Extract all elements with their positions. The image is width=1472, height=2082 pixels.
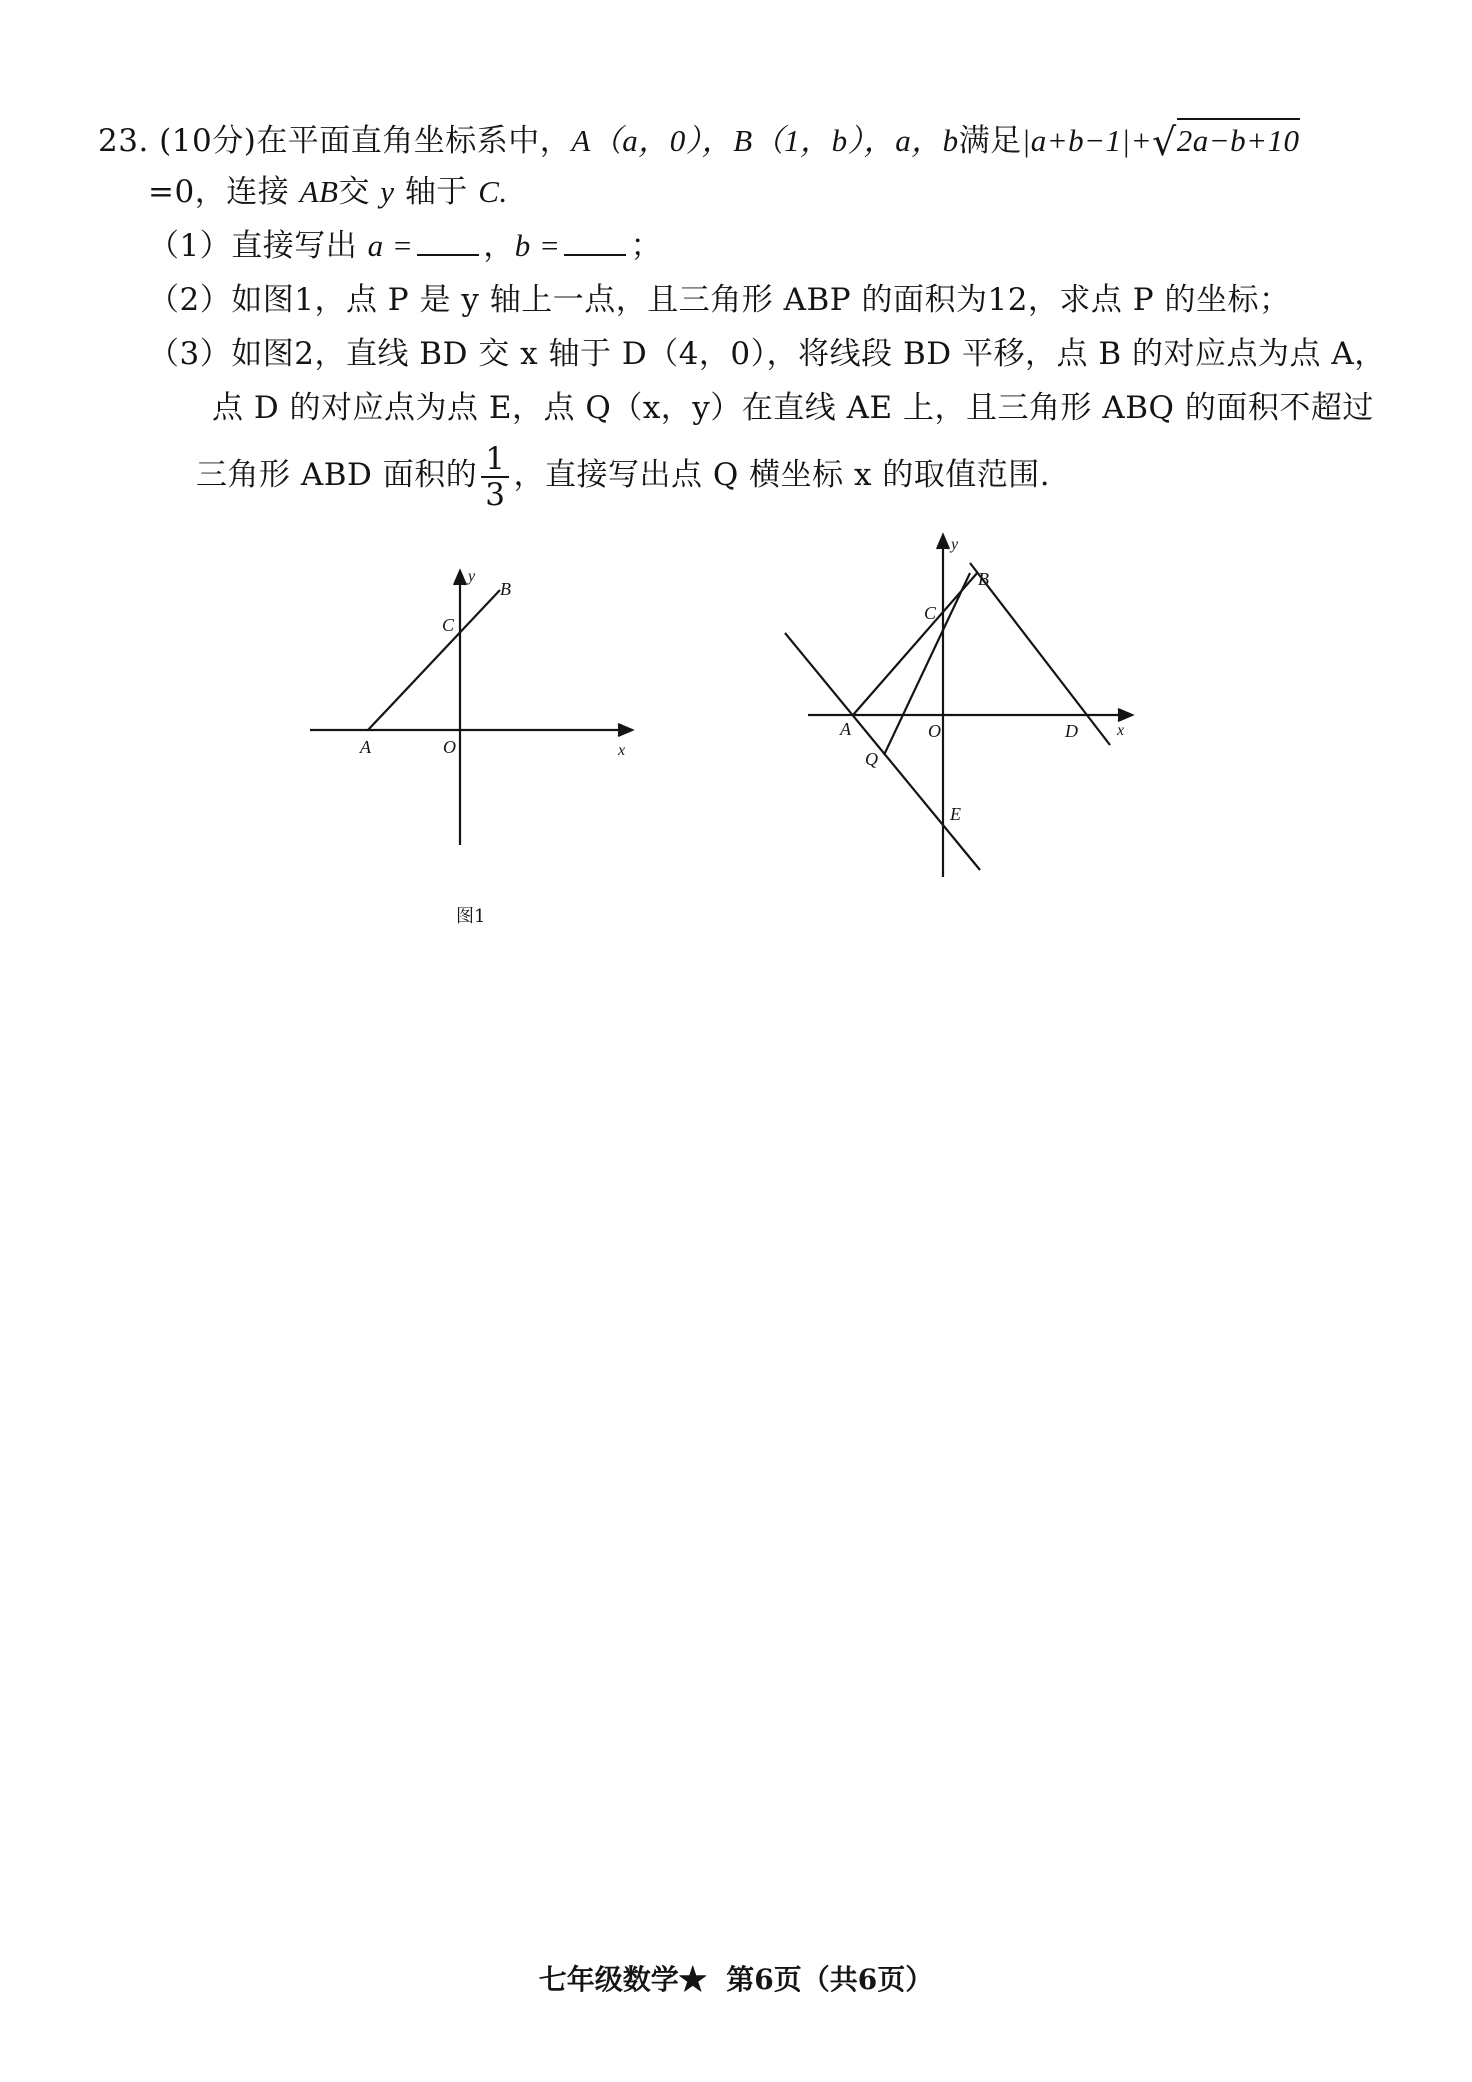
fig1-y-arrow (454, 571, 466, 585)
footer-subject: 七年级数学★ (538, 1963, 707, 1996)
problem-line-2 (148, 172, 508, 212)
problem-intro: 在平面直角坐标系中， (256, 123, 572, 159)
figure-2 (770, 525, 1170, 885)
answer-blank-b[interactable] (564, 228, 626, 256)
part-2: （2）如图1，点 P 是 y 轴上一点，且三角形 ABP 的面积为12，求点 P 的坐标； (148, 282, 1291, 318)
problem-line-1 (98, 118, 1300, 162)
fig1-label-b: B (500, 579, 511, 599)
fig2-label-q: Q (865, 749, 878, 769)
fraction-denominator: 3 (485, 476, 506, 513)
part-3-line-2: 点 D 的对应点为点 E，点 Q（x，y）在直线 AE 上，且三角形 ABQ 的面积不超过 (212, 390, 1374, 426)
fig1-label-o: O (443, 737, 456, 757)
part3-line3-post: ，直接写出点 Q 横坐标 x 的取值范围. (513, 457, 1051, 493)
fig2-label-y: y (951, 536, 959, 553)
line2-tail: 轴于 (404, 174, 468, 210)
problem-score: (10分) (159, 123, 257, 159)
figure-1 (300, 555, 650, 855)
sqrt-expression: 2a−b+10 (1177, 118, 1300, 161)
part1-b-label: b = (514, 228, 561, 263)
part-3-line-1: （3）如图2，直线 BD 交 x 轴于 D（4，0），将线段 BD 平移，点 B 的对应点为点 A， (148, 336, 1386, 372)
answer-blank-a[interactable] (417, 228, 479, 256)
part1-sep: ， (483, 228, 515, 264)
fig2-label-b: B (978, 569, 989, 589)
part1-end: ； (630, 228, 662, 264)
part3-line3-pre: 三角形 ABD 面积的 (196, 457, 478, 493)
fraction-one-third (481, 442, 509, 512)
fig1-label-x: x (618, 742, 626, 759)
fig2-label-e: E (950, 804, 961, 824)
fig2-label-x: x (1117, 722, 1125, 739)
radical-sign: √ (1152, 120, 1177, 164)
part1-a-label: a = (367, 228, 414, 263)
fig2-x-arrow (1118, 709, 1132, 721)
fig2-line-bd (970, 563, 1110, 745)
fig1-label-a: A (360, 737, 371, 757)
fig1-label-y: y (468, 568, 476, 585)
figure-1-caption: 图1 (456, 906, 486, 927)
footer-page: 第6页（共6页） (726, 1963, 934, 1996)
fig2-label-d: D (1065, 721, 1078, 741)
part-3-line-3 (196, 440, 1050, 512)
abs-expression: |a+b−1|+ (1021, 123, 1152, 158)
y-axis-var: y (380, 174, 395, 209)
problem-number: 23. (98, 123, 149, 159)
fig1-label-c: C (442, 615, 455, 635)
fraction-numerator: 1 (481, 442, 509, 478)
fig2-label-o: O (928, 721, 941, 741)
fig2-y-arrow (937, 535, 949, 549)
part-1 (148, 226, 662, 266)
variables: a，b (895, 123, 959, 158)
satisfy-text: 满足 (958, 123, 1022, 159)
fig2-label-a: A (840, 719, 851, 739)
part1-prefix: （1）直接写出 (148, 228, 358, 264)
line2-rest: 交 (338, 174, 370, 210)
page-footer (0, 1958, 1472, 1998)
point-c-ref: C. (478, 174, 508, 209)
fig2-label-c: C (924, 603, 937, 623)
fig1-line-ab (368, 590, 500, 730)
fig2-line-ae (785, 633, 980, 870)
point-b-def: B（1，b）， (733, 123, 896, 158)
equation-zero: =0，连接 (148, 174, 290, 210)
point-a-def: A（a，0）， (571, 123, 734, 158)
fig1-x-arrow (618, 724, 632, 736)
segment-ab: AB (299, 174, 339, 209)
